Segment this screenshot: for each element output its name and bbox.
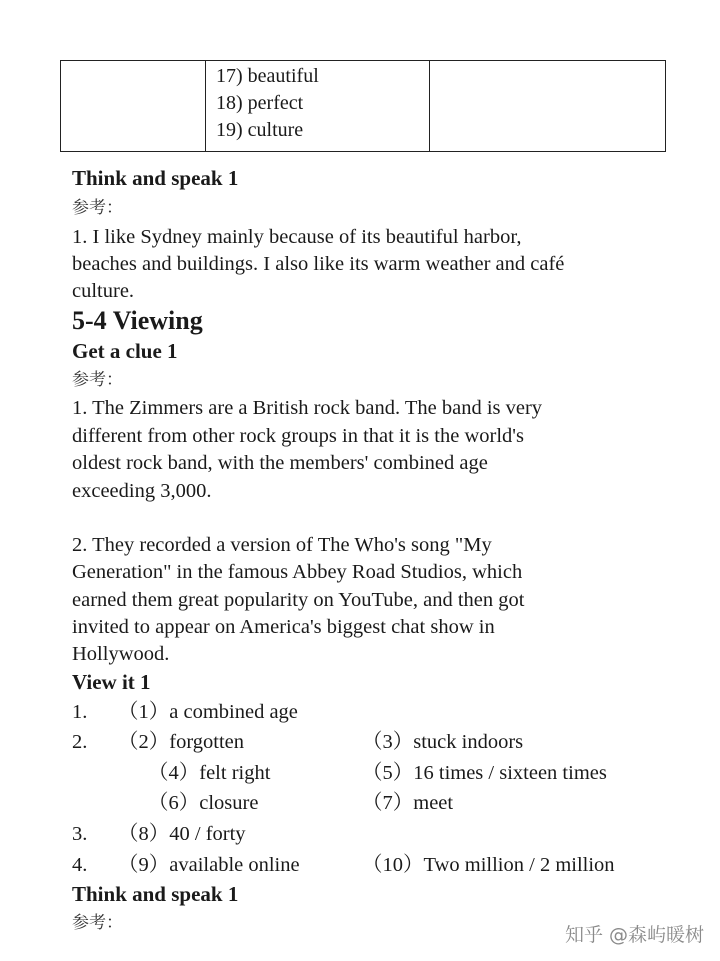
table-cell-empty-left xyxy=(61,61,206,151)
section-heading: Get a clue 1 xyxy=(72,339,178,363)
section-title: 5-4 Viewing xyxy=(72,306,203,335)
table-row: 19) culture xyxy=(216,119,304,141)
watermark: 知乎 @森屿暖树 xyxy=(564,924,704,946)
table-row: 17) beautiful xyxy=(216,65,319,87)
answer-item: （2）forgotten xyxy=(118,731,245,753)
table-cell-answers xyxy=(206,61,430,151)
reference-label: 参考： xyxy=(72,198,123,218)
answer-number: 2. xyxy=(72,731,88,753)
answer-table xyxy=(60,60,666,152)
paragraph-line: 1. The Zimmers are a British rock band. The band is very xyxy=(72,397,543,419)
answer-number: 4. xyxy=(72,854,88,876)
table-cell-empty-right xyxy=(430,61,665,151)
paragraph-line: Hollywood. xyxy=(72,643,170,665)
answer-number: 3. xyxy=(72,823,88,845)
section-heading: Think and speak 1 xyxy=(72,166,239,190)
reference-label: 参考： xyxy=(72,370,123,390)
answer-item: （5）16 times / sixteen times xyxy=(362,762,607,784)
answer-item: （10）Two million / 2 million xyxy=(362,854,615,876)
section-heading: Think and speak 1 xyxy=(72,882,239,906)
answer-item: （3）stuck indoors xyxy=(362,731,524,753)
answer-item: （8）40 / forty xyxy=(118,823,246,845)
paragraph-line: culture. xyxy=(72,280,135,302)
answer-item: （6）closure xyxy=(148,792,259,814)
answer-item: （4）felt right xyxy=(148,762,271,784)
answer-item: （1）a combined age xyxy=(118,701,298,723)
paragraph-line: invited to appear on America's biggest chat show in xyxy=(72,616,495,638)
table-row: 18) perfect xyxy=(216,92,304,114)
reference-label: 参考： xyxy=(72,913,123,933)
paragraph-line: 2. They recorded a version of The Who's song "My xyxy=(72,534,492,556)
answer-item: （7）meet xyxy=(362,792,454,814)
paragraph-line: beaches and buildings. I also like its warm weather and café xyxy=(72,253,565,275)
section-heading: View it 1 xyxy=(72,670,151,694)
answer-number: 1. xyxy=(72,701,88,723)
paragraph-line: Generation" in the famous Abbey Road Studios, which xyxy=(72,561,523,583)
paragraph-line: exceeding 3,000. xyxy=(72,480,212,502)
paragraph-line: 1. I like Sydney mainly because of its beautiful harbor, xyxy=(72,226,522,248)
paragraph-line: oldest rock band, with the members' combined age xyxy=(72,452,488,474)
answer-item: （9）available online xyxy=(118,854,300,876)
paragraph-line: earned them great popularity on YouTube, and then got xyxy=(72,589,525,611)
paragraph-line: different from other rock groups in that it is the world's xyxy=(72,425,524,447)
